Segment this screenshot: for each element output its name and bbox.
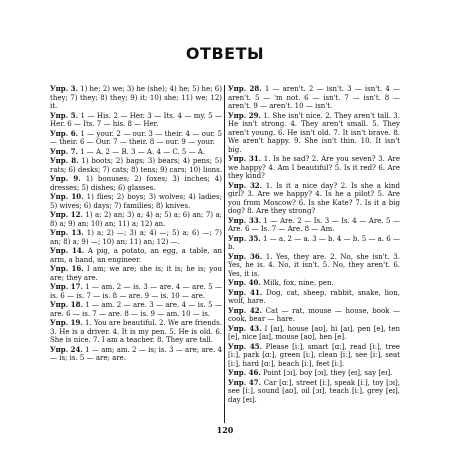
answer-entry [228, 343, 400, 369]
exercise-answer: Milk, fox, nine, pen. [263, 279, 334, 287]
exercise-label: Упр. 9. [50, 174, 81, 183]
exercise-answer: I [aɪ], house [aʊ], hi [aɪ], pen [e], ten [e], nice [aɪ], mouse [aʊ], hen [e]. [228, 324, 400, 341]
exercise-answer: 1) bonuses; 2) foxes; 3) inches; 4) dresses; 5) dishes; 6) glasses. [50, 175, 222, 192]
exercise-answer: 1. She isn't nice. 2. They aren't tall. 3. He isn't strong. 4. They aren't small. 5. They aren't young. 6. He isn't old. 7. It isn't brave. 8. We aren't happy. 9. She isn't thin. 10. It isn't big. [228, 111, 400, 154]
answer-entry [50, 247, 222, 264]
exercise-label: Упр. 13. [50, 228, 84, 237]
exercise-answer: 1 — His. 2 — Her. 3 — Its. 4 — my. 5 — Her. 6 — Its. 7 — his. 8 — Her. [50, 111, 222, 128]
exercise-answer: 1) a; 2) —; 3) a; 4) —; 5) a; 6) —; 7) an; 8) a; 9) —; 10) an; 11) an; 12) —. [50, 229, 222, 246]
exercise-answer: 1. You are beautiful. 2. We are friends. 3. He is a driver. 4. It is my pen. 5. He is old. 6. She is nice. 7. I am a teacher. 8. They are tall. [50, 319, 222, 344]
exercise-answer: 1. Yes, they are. 2. No, she isn't. 3. Yes, he is. 4. No, it isn't. 5. No, they aren't. 6. Yes, it is. [228, 252, 400, 278]
exercise-label: Упр. 17. [50, 282, 83, 291]
exercise-label: Упр. 32. [228, 180, 263, 190]
exercise-answer: 1. Is he sad? 2. Are you seven? 3. Are we happy? 4. Am I beautiful? 5. Is it red? 6. Are they kind? [228, 155, 400, 180]
exercise-label: Упр. 43. [228, 323, 262, 333]
exercise-answer: 1 — am. 2 — is. 3 — are. 4 — are. 5 — is. 6 — is. 7 — is. 8 — are. 9 — is. 10 — are. [50, 283, 222, 300]
exercise-answer: Point [ɔɪ], boy [ɔɪ], they [eɪ], say [eɪ]. [263, 369, 393, 377]
answer-entry [50, 283, 222, 300]
answer-entry [50, 301, 222, 318]
exercise-answer: I am; we are; she is; it is; he is; you are; they are. [50, 265, 222, 282]
answer-entry [228, 279, 400, 288]
answer-entry [228, 379, 400, 405]
exercise-answer: Cat — rat, mouse — house, book — cook, bear — hare. [228, 306, 400, 323]
answers-right-column [228, 85, 400, 425]
exercise-label: Упр. 31. [228, 154, 262, 163]
answer-entry [228, 217, 400, 234]
answer-entry [50, 346, 222, 363]
exercise-answer: 1 — your. 2 — our. 3 — their. 4 — our. 5 — their. 6 — Our. 7 — their. 8 — our. 9 — your. [50, 129, 222, 146]
exercise-label: Упр. 12. [50, 210, 83, 219]
answer-entry [50, 130, 222, 147]
exercise-label: Упр. 10. [50, 192, 84, 201]
exercise-answer: Dog, cat, sheep, rabbit, snake, lion, wolf, hare. [228, 288, 400, 305]
exercise-label: Упр. 41. [228, 287, 263, 297]
answer-entry [50, 265, 222, 282]
answer-entry [228, 369, 400, 378]
exercise-answer: A pig, a potato, an egg, a table, an arm, a hand, an engineer. [50, 247, 222, 264]
exercise-answer: Please [iː], smart [ɑː], read [iː], tree [iː], park [ɑː], green [iː], clean [iː], see [iː], seat [iː], hard [ɑː], beach [iː], feet [iː]. [228, 342, 400, 368]
exercise-label: Упр. 18. [50, 300, 83, 309]
answer-entry [50, 193, 222, 210]
exercise-label: Упр. 8. [50, 156, 79, 165]
exercise-answer: 1 — A. 2 — B. 3 — A. 4 — C. 5 — A. [80, 147, 206, 156]
exercise-label: Упр. 3. [50, 85, 78, 93]
exercise-answer: 1 — a. 2 — a. 3 — b. 4 — b. 5 — a. 6 — b. [228, 234, 400, 251]
answer-entry [228, 253, 400, 279]
answer-entry [50, 175, 222, 192]
exercise-label: Упр. 29. [228, 110, 261, 120]
exercise-label: Упр. 36. [228, 251, 263, 261]
answer-entry [50, 112, 222, 129]
exercise-label: Упр. 33. [228, 215, 262, 225]
exercise-answer: 1 — Are. 2 — Is. 3 — Is. 4 — Are. 5 — Are. 6 — Is. 7 — Are. 8 — Am. [228, 216, 400, 233]
answer-entry [228, 85, 400, 111]
exercise-answer: 1 — am; am. 2 — is; is. 3 — are; are. 4 — is; is. 5 — are; are. [50, 345, 222, 362]
exercise-label: Упр. 46. [228, 368, 261, 377]
exercise-label: Упр. 5. [50, 110, 79, 120]
answer-entry [228, 307, 400, 324]
exercise-label: Упр. 47. [228, 377, 262, 387]
exercise-answer: 1 — aren't. 2 — isn't. 3 — isn't. 4 — aren't. 5 — 'm not. 6 — isn't. 7 — isn't. 8 — aren't. 9 — aren't. 10 — isn't. [228, 85, 400, 110]
exercise-label: Упр. 24. [50, 344, 83, 354]
exercise-answer: 1 — am. 2 — are. 3 — are. 4 — is. 5 — are. 6 — is. 7 — are. 8 — is. 9 — am. 10 — is. [50, 301, 222, 318]
answer-entry [228, 155, 400, 181]
answer-entry [228, 112, 400, 155]
answer-entry [50, 157, 222, 174]
page-number: 120 [216, 425, 234, 435]
exercise-answer: 1) boots; 2) bags; 3) bears; 4) pens; 5) rats; 6) desks; 7) cats; 8) tens; 9) cars; 10) lions. [50, 157, 222, 174]
exercise-label: Упр. 19. [50, 318, 83, 327]
exercise-answer: 1) a; 2) an; 3) a; 4) a; 5) a; 6) an; 7) a; 8) a; 9) an; 10) an; 11) a; 12) an. [50, 211, 222, 228]
exercise-label: Упр. 6. [50, 128, 79, 138]
answer-entry [50, 211, 222, 228]
exercise-label: Упр. 42. [228, 305, 263, 315]
answer-entry [228, 289, 400, 306]
answer-entry [228, 235, 400, 252]
column-divider [224, 85, 225, 423]
exercise-label: Упр. 40. [228, 278, 261, 287]
page-title: ОТВЕТЫ [185, 44, 265, 63]
exercise-label: Упр. 16. [50, 264, 84, 273]
answer-entry [50, 85, 222, 111]
exercise-answer: 1) he; 2) we; 3) he (she); 4) he; 5) he; 6) they; 7) they; 8) they; 9) it; 10) she; 11) we; 12) it. [50, 85, 222, 110]
answer-entry [50, 229, 222, 246]
exercise-label: Упр. 7. [50, 146, 78, 156]
answer-entry [50, 319, 222, 345]
exercise-answer: Car [ɑː], street [iː], speak [iː], toy [ɔɪ], see [iː], sound [aʊ], oil [ɔɪ], teach [iː], grey [eɪ], day [eɪ]. [228, 378, 400, 404]
exercise-label: Упр. 45. [228, 341, 263, 351]
exercise-answer: 1) flies; 2) boys; 3) wolves; 4) ladies; 5) wives; 6) days; 7) families; 8) knives. [50, 193, 222, 210]
exercise-label: Упр. 14. [50, 246, 85, 255]
answers-left-column [50, 85, 222, 425]
exercise-answer: 1. Is it a nice day? 2. Is she a kind girl? 3. Are we happy? 4. Is he a pilot? 5. Are you from Moscow? 6. Is she Kate? 7. Is it a big dog? 8. Are they strong? [228, 181, 400, 215]
answer-entry [228, 325, 400, 342]
exercise-label: Упр. 28. [228, 85, 262, 93]
answer-entry [228, 182, 400, 216]
exercise-label: Упр. 35. [228, 233, 261, 243]
answer-entry [50, 148, 222, 157]
